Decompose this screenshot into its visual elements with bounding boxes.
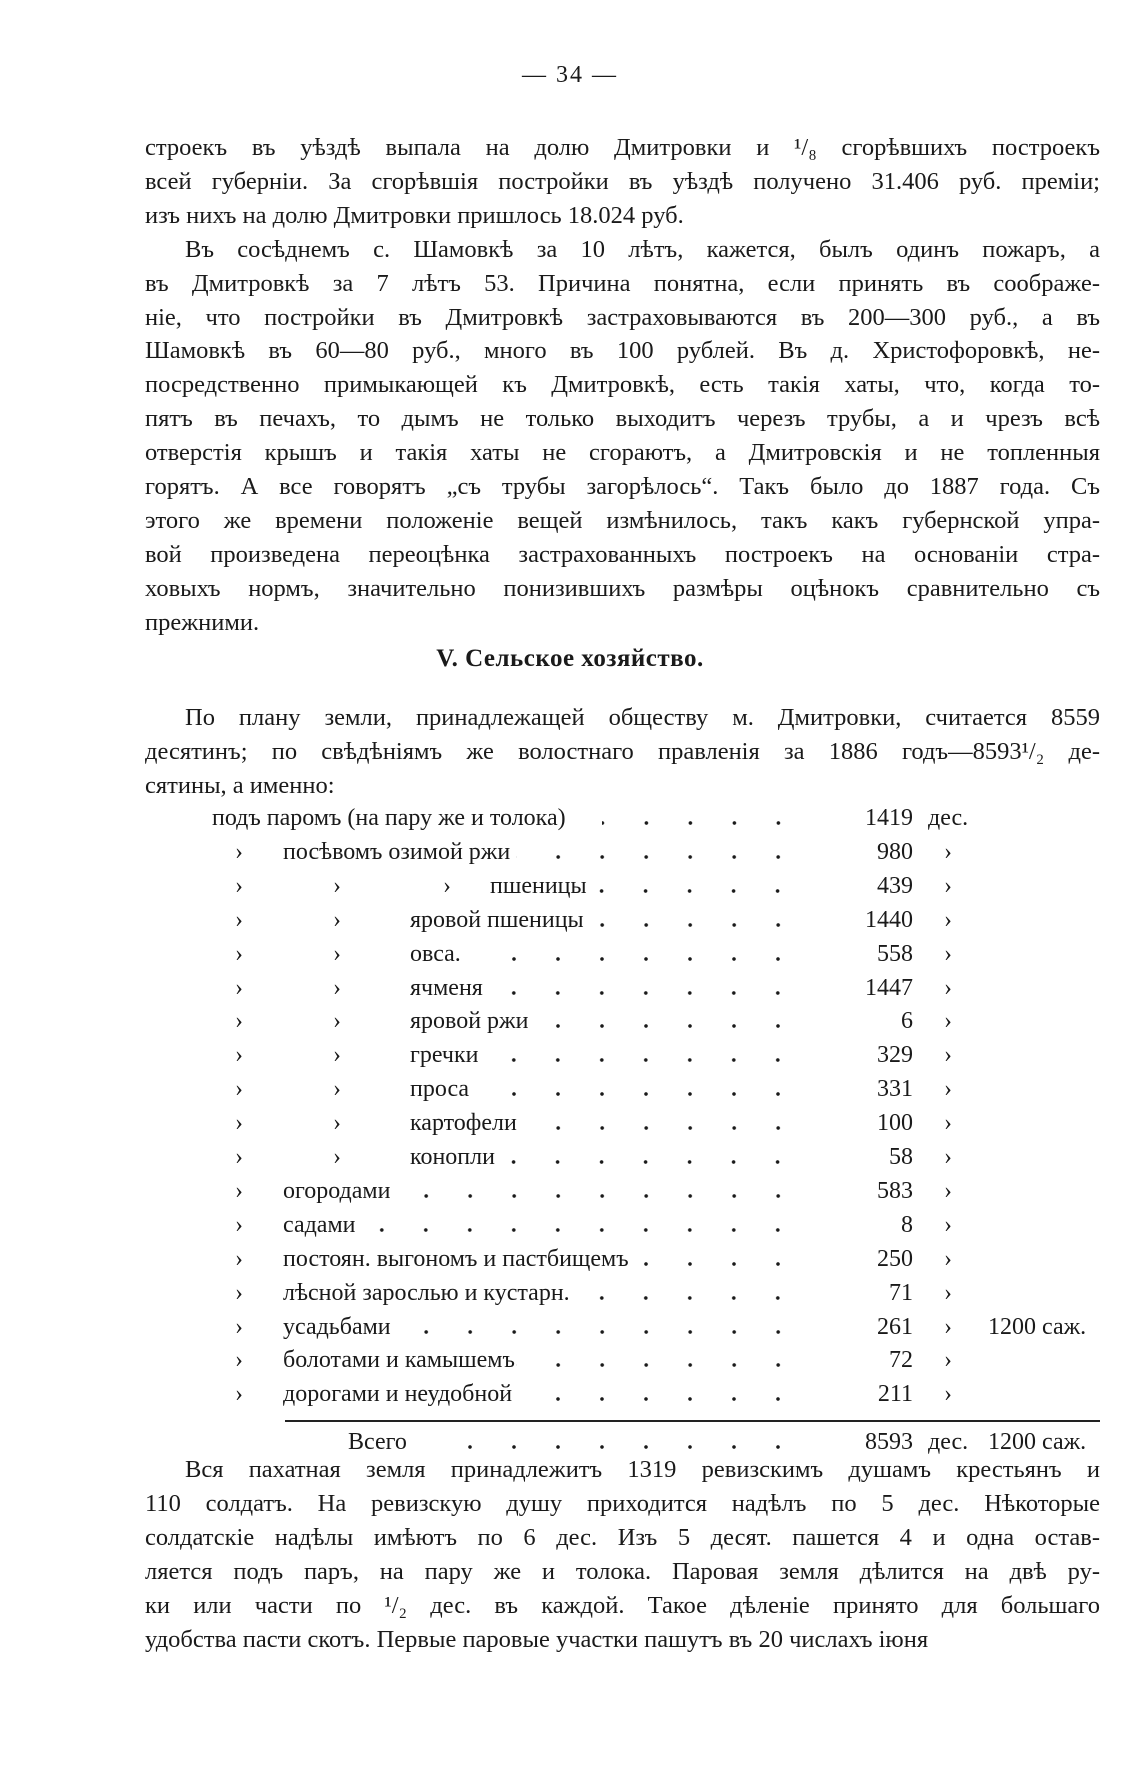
dot-leader: [639, 1262, 800, 1266]
paragraph-line: Шамовкѣ въ 60—80 руб., много въ 100 рублей. Въ д. Христофоровкѣ, не-: [145, 337, 1100, 365]
row-value: 1419: [865, 805, 913, 831]
ditto-mark: ›: [235, 1177, 243, 1204]
ditto-mark: ›: [235, 940, 243, 967]
row-unit: ›: [944, 1110, 952, 1137]
row-label: ячменя: [410, 974, 483, 1001]
dot-leader: [516, 855, 800, 859]
row-unit: ›: [944, 1279, 952, 1306]
row-unit: ›: [944, 1381, 952, 1408]
table-row: [0, 1310, 1140, 1344]
dot-leader: [404, 1330, 800, 1334]
ditto-mark: ›: [333, 940, 341, 967]
row-label: гречки: [410, 1042, 479, 1069]
dot-leader: [602, 821, 800, 825]
ditto-mark: ›: [235, 1110, 243, 1137]
table-total-row: [0, 1425, 1140, 1459]
paragraph-line: горятъ. А все говорятъ „съ трубы загорѣлось“. Такъ было до 1887 года. Съ: [145, 473, 1100, 500]
dot-leader: [508, 1160, 800, 1164]
paragraph-line: Вся пахатная земля принадлежитъ 1319 ревизскимъ душамъ крестьянъ и: [185, 1456, 1100, 1483]
row-label: постоян. выгономъ и пастбищемъ: [283, 1245, 629, 1272]
ditto-mark: ›: [235, 1279, 243, 1306]
table-row: [0, 1140, 1140, 1174]
dot-leader: [531, 1126, 800, 1130]
row-value: 558: [877, 940, 913, 967]
row-label: огородами: [283, 1177, 391, 1204]
ditto-mark: ›: [443, 872, 451, 899]
row-label: садами: [283, 1211, 356, 1238]
row-value: 261: [877, 1313, 913, 1340]
paragraph-line: сятины, а именно:: [145, 771, 335, 799]
table-row: [0, 1106, 1140, 1140]
dot-leader: [588, 889, 800, 893]
dot-leader: [404, 1194, 800, 1198]
table-row: [0, 937, 1140, 971]
paragraph-line: удобства пасти скотъ. Первые паровые участки пашутъ въ 20 числахъ іюня: [145, 1625, 929, 1653]
row-label: проса: [410, 1076, 470, 1103]
ditto-mark: ›: [333, 906, 341, 933]
row-label: усадьбами: [283, 1313, 391, 1340]
table-row: [0, 971, 1140, 1005]
row-value: 58: [889, 1144, 913, 1170]
paragraph-line: Въ сосѣднемъ с. Шамовкѣ за 10 лѣтъ, кажется, былъ одинъ пожаръ, а: [185, 235, 1100, 263]
paragraph-line: пятъ въ печахъ, то дымъ не только выходитъ черезъ трубы, а и чрезъ всѣ: [145, 405, 1100, 433]
row-label: яровой ржи: [410, 1008, 529, 1035]
row-label: лѣсной зарослью и кустарн.: [283, 1279, 570, 1306]
row-value: 1447: [865, 974, 913, 1001]
paragraph-line: строекъ въ уѣздѣ выпала на долю Дмитровки и ¹/₈ сгорѣвшихъ построекъ: [145, 134, 1100, 161]
row-value: 72: [889, 1347, 913, 1374]
row-unit: дес.: [928, 805, 969, 831]
paragraph-line: вой произведена переоцѣнка застрахованныхъ построекъ на основаніи стра-: [145, 540, 1100, 568]
row-value: 211: [877, 1381, 913, 1408]
row-label: конопли: [410, 1144, 495, 1170]
row-unit: ›: [944, 974, 952, 1001]
ditto-mark: ›: [333, 1144, 341, 1170]
table-row: [0, 1004, 1140, 1038]
ditto-mark: ›: [235, 906, 243, 933]
dot-leader: [594, 1296, 800, 1300]
dot-leader: [450, 1445, 800, 1449]
row-label: яровой пшеницы: [410, 906, 584, 933]
row-unit: ›: [944, 1042, 952, 1069]
dot-leader: [497, 1058, 800, 1062]
row-unit: ›: [944, 1313, 952, 1340]
paragraph-line: изъ нихъ на долю Дмитровки пришлось 18.024 руб.: [145, 201, 684, 229]
paragraph-line: этого же времени положеніе вещей измѣнилось, такъ какъ губернской упра-: [145, 506, 1100, 534]
ditto-mark: ›: [235, 1381, 243, 1408]
table-row: [0, 1377, 1140, 1411]
row-unit: ›: [944, 906, 952, 933]
row-extra: 1200 саж.: [988, 1313, 1087, 1340]
ditto-mark: ›: [235, 1313, 243, 1340]
dot-leader: [516, 1363, 800, 1367]
row-unit: ›: [944, 1177, 952, 1204]
row-unit: ›: [944, 1211, 952, 1238]
dot-leader: [497, 991, 800, 995]
row-unit: ›: [944, 1144, 952, 1170]
paragraph-line: ховыхъ нормъ, значительно понизившихъ размѣры оцѣнокъ сравнительно съ: [145, 574, 1100, 602]
row-label: подъ паромъ (на пару же и толока): [212, 805, 566, 831]
row-label: картофели: [410, 1110, 517, 1137]
dot-leader: [587, 923, 800, 927]
dot-leader: [370, 1228, 800, 1232]
total-label: Всего: [348, 1429, 407, 1455]
ditto-mark: ›: [235, 838, 243, 865]
dot-leader: [486, 1092, 800, 1096]
section-heading: V. Сельское хозяйство.: [436, 645, 704, 672]
dot-leader: [486, 957, 800, 961]
row-value: 8: [901, 1211, 913, 1238]
table-row: [0, 1174, 1140, 1208]
paragraph-line: всей губерніи. За сгорѣвшія постройки въ уѣздѣ получено 31.406 руб. преміи;: [145, 167, 1100, 195]
ditto-mark: ›: [235, 1008, 243, 1035]
ditto-mark: ›: [235, 1347, 243, 1374]
ditto-mark: ›: [235, 974, 243, 1001]
row-label: овса.: [410, 940, 461, 967]
paragraph-line: По плану земли, принадлежащей обществу м. Дмитровки, считается 8559: [185, 704, 1100, 731]
row-value: 71: [889, 1279, 913, 1306]
ditto-mark: ›: [333, 974, 341, 1001]
table-row: [0, 1208, 1140, 1242]
table-row: [0, 1343, 1140, 1377]
table-row: [0, 1276, 1140, 1310]
row-unit: ›: [944, 1245, 952, 1272]
total-value: 8593: [865, 1429, 913, 1455]
row-unit: ›: [944, 838, 952, 865]
paragraph-line: прежними.: [145, 608, 260, 636]
ditto-mark: ›: [235, 1245, 243, 1272]
dot-leader: [527, 1397, 800, 1401]
row-unit: ›: [944, 940, 952, 967]
paragraph-line: ніе, что постройки въ Дмитровкѣ застраховываются въ 200—300 руб., а въ: [145, 303, 1100, 331]
row-unit: ›: [944, 1008, 952, 1035]
paragraph-line: 110 солдатъ. На ревизскую душу приходится надѣлъ по 5 дес. Нѣкоторые: [145, 1489, 1100, 1517]
table-row: [0, 1242, 1140, 1276]
page-number: — 34 —: [522, 62, 618, 88]
row-unit: ›: [944, 1347, 952, 1374]
row-value: 439: [877, 872, 913, 899]
table-row: [0, 801, 1140, 835]
total-unit: дес.: [928, 1429, 969, 1455]
total-extra: 1200 саж.: [988, 1429, 1087, 1455]
table-row: [0, 835, 1140, 869]
row-label: посѣвомъ озимой ржи: [283, 838, 511, 865]
ditto-mark: ›: [235, 1042, 243, 1069]
table-row: [0, 1038, 1140, 1072]
row-label: дорогами и неудобной: [283, 1381, 513, 1408]
ditto-mark: ›: [333, 872, 341, 899]
ditto-mark: ›: [235, 872, 243, 899]
row-label: болотами и камышемъ: [283, 1347, 515, 1374]
ditto-mark: ›: [333, 1076, 341, 1103]
paragraph-line: ляется подъ паръ, на пару же и толока. Паровая земля дѣлится на двѣ ру-: [145, 1557, 1100, 1585]
row-value: 583: [877, 1177, 913, 1204]
paragraph-line: отверстія крышъ и такія хаты не сгораютъ, а Дмитровскія и не топленныя: [145, 439, 1100, 467]
paragraph-line: въ Дмитровкѣ за 7 лѣтъ 53. Причина понятна, если принять въ соображе-: [145, 269, 1100, 297]
paragraph-line: десятинъ; по свѣдѣніямъ же волостнаго правленія за 1886 годъ—8593¹/₂ де-: [145, 737, 1100, 765]
row-value: 980: [877, 838, 913, 865]
row-value: 6: [901, 1008, 913, 1035]
paragraph-line: ки или части по ¹/₂ дес. въ каждой. Такое дѣленіе принято для большаго: [145, 1591, 1100, 1619]
paragraph-line: солдатскіе надѣлы имѣютъ по 6 дес. Изъ 5 десят. пашется 4 и одна остав-: [145, 1523, 1100, 1551]
table-total-rule: [285, 1420, 1100, 1422]
row-value: 331: [877, 1076, 913, 1103]
row-value: 329: [877, 1042, 913, 1069]
table-row: [0, 903, 1140, 937]
row-unit: ›: [944, 1076, 952, 1103]
paragraph-line: посредственно примыкающей къ Дмитровкѣ, есть такія хаты, что, когда то-: [145, 371, 1100, 399]
ditto-mark: ›: [333, 1110, 341, 1137]
dot-leader: [542, 1024, 800, 1028]
table-row: [0, 1072, 1140, 1106]
ditto-mark: ›: [333, 1042, 341, 1069]
ditto-mark: ›: [235, 1211, 243, 1238]
ditto-mark: ›: [235, 1144, 243, 1170]
row-value: 100: [877, 1110, 913, 1137]
row-value: 250: [877, 1245, 913, 1272]
row-unit: ›: [944, 872, 952, 899]
row-value: 1440: [865, 906, 913, 933]
table-row: [0, 869, 1140, 903]
ditto-mark: ›: [235, 1076, 243, 1103]
ditto-mark: ›: [333, 1008, 341, 1035]
row-label: пшеницы: [490, 872, 587, 899]
